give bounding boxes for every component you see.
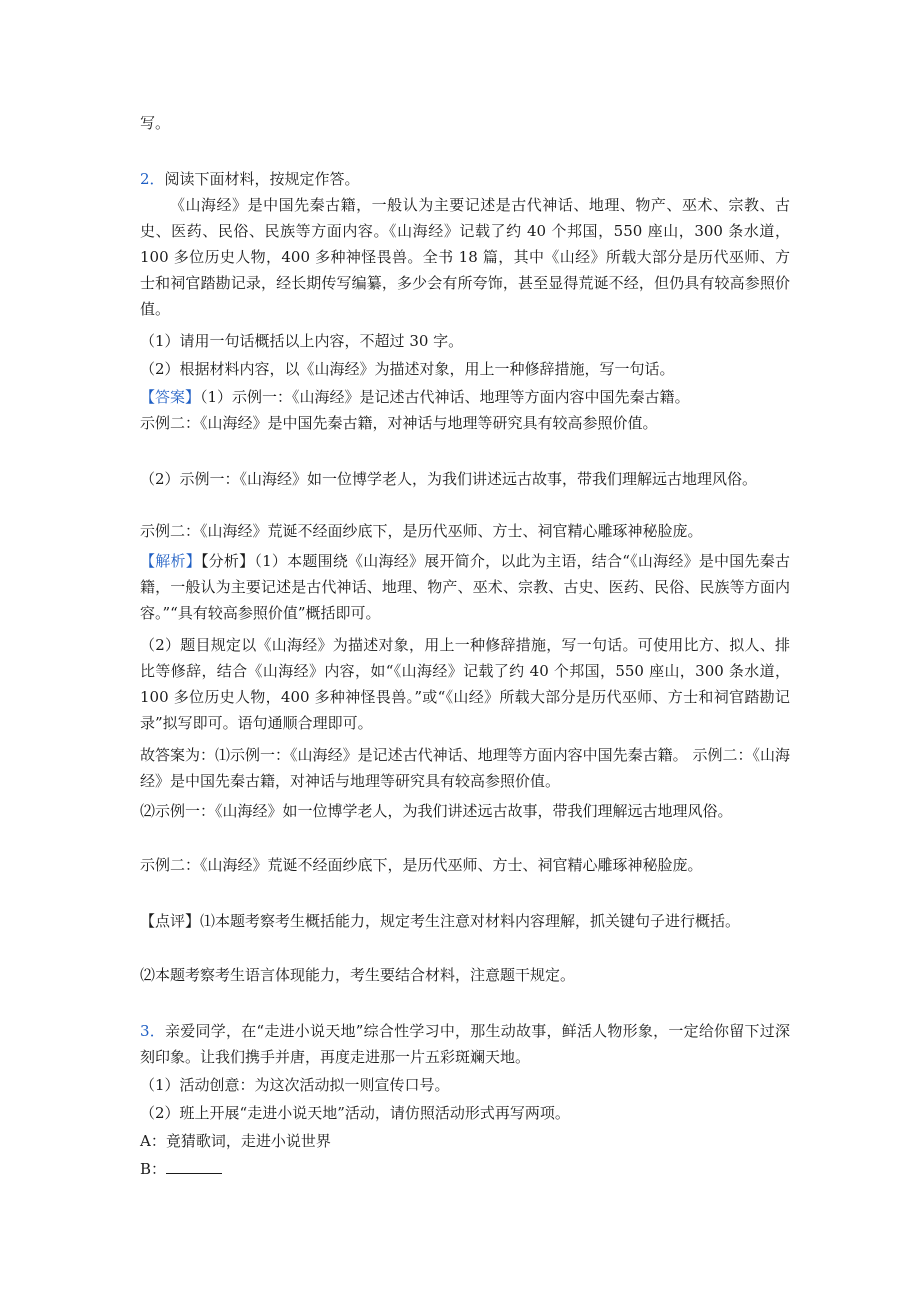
q3-sub1: （1）活动创意：为这次活动拟一则宣传口号。 <box>140 1076 450 1094</box>
q3-header <box>140 1018 790 1070</box>
q3-prompt: 亲爱同学，在“走进小说天地”综合性学习中，那生动故事，鲜活人物形象，一定给你留下过深刻印象。让我们携手并唐，再度走进那一片五彩斑斓天地。 <box>140 1022 790 1066</box>
answer-tag: 【答案】 <box>140 388 201 406</box>
q2-header <box>140 166 790 192</box>
q2-comment2: ⑵本题考察考生语言体现能力，考生要结合材料，注意题干规定。 <box>140 966 576 984</box>
q3-number: 3． <box>140 1022 166 1040</box>
q2-answer2: （2）示例一：《山海经》如一位博学老人，为我们讲述远古故事，带我们理解远古地理风俗。 <box>140 470 758 488</box>
q2-final2b: 示例二：《山海经》荒诞不经面纱底下，是历代巫师、方士、祠官精心雕琢神秘脸庞。 <box>140 856 703 874</box>
q2-material: 《山海经》是中国先秦古籍，一般认为主要记述是古代神话、地理、物产、巫术、宗教、古史、医药、民俗、民族等方面内容。《山海经》记载了约 40 个邦国，550 座山，300 条水道，100 多位历史人物，400 多种神怪畏兽。全书 18 篇，其中《山经》所载大部分是历代巫师、方士和祠官踏勘记录，经长期传写编纂，多少会有所夸饰，甚至显得荒诞不经，但仍具有较高参照价值。 <box>140 196 790 318</box>
q2-prompt: 阅读下面材料，按规定作答。 <box>164 170 360 188</box>
q2-answer1: （1）示例一：《山海经》是记述古代神话、地理等方面内容中国先秦古籍。 <box>200 388 690 406</box>
q2-analysis-line <box>140 548 790 626</box>
q2-sub1: （1）请用一句话概括以上内容，不超过 30 字。 <box>140 332 464 350</box>
analysis-tag: 【解析】 <box>140 552 201 570</box>
top-fragment: 写。 <box>140 114 171 132</box>
q2-answer1b: 示例二：《山海经》是中国先秦古籍，对神话与地理等研究具有较高参照价值。 <box>140 414 658 432</box>
q3-option-a: A：竟猜歌词，走进小说世界 <box>140 1132 331 1150</box>
q2-analysis2: （2）题目规定以《山海经》为描述对象，用上一种修辞措施，写一句话。可使用比方、拟人、排比等修辞，结合《山海经》内容，如“《山海经》记载了约 40 个邦国，550 座山，300 条水道，100 多位历史人物，400 多种神怪畏兽。”或“《山经》所载大部分是历代巫师、方士和祠官踏勘记录”拟写即可。语句通顺合理即可。 <box>140 636 790 732</box>
q2-final2: ⑵示例一：《山海经》如一位博学老人，为我们讲述远古故事，带我们理解远古地理风俗。 <box>140 802 733 820</box>
q2-number: 2． <box>140 170 165 188</box>
q2-analysis-head: 【分析】（1）本题围绕《山海经》展开简介，以此为主语，结合“《山海经》是中国先秦古籍，一般认为主要记述是古代神话、地理、物产、巫术、宗教、古史、医药、民俗、民族等方面内容。”“具有较高参照价值”概括即可。 <box>140 552 790 622</box>
q2-answer2b: 示例二：《山海经》荒诞不经面纱底下，是历代巫师、方士、祠官精心雕琢神秘脸庞。 <box>140 522 703 540</box>
answer-blank[interactable] <box>166 1157 222 1174</box>
q3-option-b <box>140 1156 790 1182</box>
q2-sub2: （2）根据材料内容，以《山海经》为描述对象，用上一种修辞措施，写一句话。 <box>140 360 675 378</box>
q2-final1: 故答案为：⑴示例一：《山海经》是记述古代神话、地理等方面内容中国先秦古籍。 示例二：《山海经》是中国先秦古籍，对神话与地理等研究具有较高参照价值。 <box>140 746 790 790</box>
q3-option-b-label: B： <box>140 1160 167 1178</box>
q2-comment1: 【点评】⑴本题考察考生概括能力，规定考生注意对材料内容理解，抓关键句子进行概括。 <box>140 912 741 930</box>
q3-sub2: （2）班上开展“走进小说天地”活动，请仿照活动形式再写两项。 <box>140 1104 570 1122</box>
q2-answer-line <box>140 384 790 410</box>
